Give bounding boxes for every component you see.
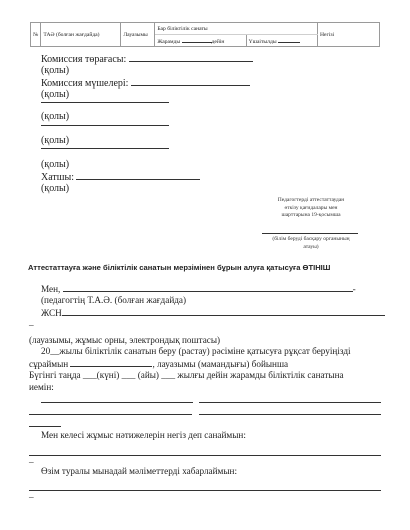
col-name-header: ТАӘ (болған жағдайда) bbox=[41, 23, 121, 47]
member-2-blank bbox=[41, 102, 169, 103]
member-3-blank bbox=[41, 125, 169, 126]
appendix-line-2: өткізу қағидалары мен bbox=[284, 204, 338, 211]
from-line: Мен, - bbox=[41, 284, 356, 294]
appendix-line-1: Педагогтерді аттестаттаудан bbox=[277, 197, 345, 203]
assigned-date-blank bbox=[278, 37, 300, 43]
col-position-header: Лауазымы bbox=[121, 23, 155, 47]
member-4-sign-hint: (қолы) bbox=[41, 159, 70, 170]
position-blank bbox=[70, 358, 152, 367]
application-title: Аттестаттауға және біліктілік санатын мерзімінен бұрын алуға қатысуға ӨТІНІШ bbox=[28, 263, 331, 272]
members-label: Комиссия мүшелері: bbox=[41, 78, 129, 89]
iin-line bbox=[41, 307, 385, 319]
request-line bbox=[29, 358, 288, 370]
request-label: сұраймын bbox=[29, 359, 69, 369]
secretary-sign-hint: (қолы) bbox=[41, 183, 70, 194]
member-4-blank bbox=[41, 148, 169, 149]
year-line: 20__жылы біліктілік санатын беру (растау) рәсіміне қатысуға рұқсат беруіңізді bbox=[41, 346, 351, 356]
iin-blank bbox=[62, 307, 385, 316]
chairman-sign-hint: (қолы) bbox=[41, 65, 70, 76]
assigned-prefix: Үшаітылды bbox=[248, 38, 277, 45]
secretary-label: Хатшы: bbox=[41, 172, 74, 183]
today-line: Бүгінгі таңда ___(күні) ___ (айы) ___ жылғы дейін жарамды біліктілік санатына bbox=[29, 370, 344, 380]
col-category-header: Бар біліктілік санаты bbox=[155, 23, 318, 35]
org-hint bbox=[246, 236, 376, 251]
member-1-sign-hint: (қолы) bbox=[41, 89, 70, 100]
chairman-label: Комиссия төрағасы: bbox=[41, 54, 127, 65]
chairman-blank bbox=[129, 53, 253, 62]
org-name-blank bbox=[262, 233, 358, 234]
col-valid-until bbox=[155, 35, 246, 47]
category-blank-2a bbox=[29, 414, 192, 415]
results-blank-1 bbox=[29, 455, 381, 456]
chairman-line bbox=[41, 53, 253, 66]
iin-dash: – bbox=[29, 320, 34, 330]
info-line: Өзім туралы мынадай мәліметтерді хабарлаймын: bbox=[41, 466, 238, 476]
applicant-name-blank bbox=[63, 283, 353, 292]
col-no-header: № bbox=[31, 23, 41, 47]
category-blank-2b bbox=[199, 414, 381, 415]
have-line: иемін: bbox=[29, 382, 54, 392]
valid-date-blank bbox=[182, 37, 212, 43]
member-3-sign-hint: (қолы) bbox=[41, 135, 70, 146]
org-hint-line-2: атауы) bbox=[303, 243, 319, 250]
position-suffix: , лауазымы (мамандығы) бойынша bbox=[152, 359, 289, 369]
appendix-line-3: шарттарына 19-қосымша bbox=[281, 212, 341, 219]
org-hint-line-1: (білім беруді басқару органының bbox=[272, 236, 350, 242]
category-blank-3 bbox=[29, 426, 61, 427]
secretary-blank bbox=[76, 171, 200, 180]
col-basis-header: Негізі bbox=[318, 23, 380, 47]
iin-label: ЖСН bbox=[41, 308, 62, 318]
name-hint: (педагогтің Т.А.Ә. (болған жағдайда) bbox=[41, 295, 187, 305]
members-blank bbox=[131, 77, 250, 86]
col-assigned bbox=[246, 35, 317, 47]
member-2-sign-hint: (қолы) bbox=[41, 111, 70, 122]
info-dash: – bbox=[29, 492, 34, 502]
appendix-note bbox=[246, 197, 376, 220]
category-blank-1a bbox=[41, 402, 193, 403]
from-prefix: Мен, bbox=[41, 284, 61, 294]
results-dash: – bbox=[29, 457, 34, 467]
workplace-hint: (лауазымы, жұмыс орны, электрондық поштасы) bbox=[29, 335, 221, 345]
table-header-row bbox=[31, 23, 380, 35]
category-blank-1b bbox=[199, 402, 381, 403]
info-blank-1 bbox=[29, 490, 381, 491]
results-line: Мен келесі жұмыс нәтижелерін негіз деп санаймын: bbox=[41, 430, 246, 440]
qualification-table bbox=[30, 22, 380, 47]
members-line bbox=[41, 77, 250, 90]
valid-suffix: дейін bbox=[211, 38, 225, 45]
valid-prefix: Жарамды bbox=[157, 38, 181, 45]
